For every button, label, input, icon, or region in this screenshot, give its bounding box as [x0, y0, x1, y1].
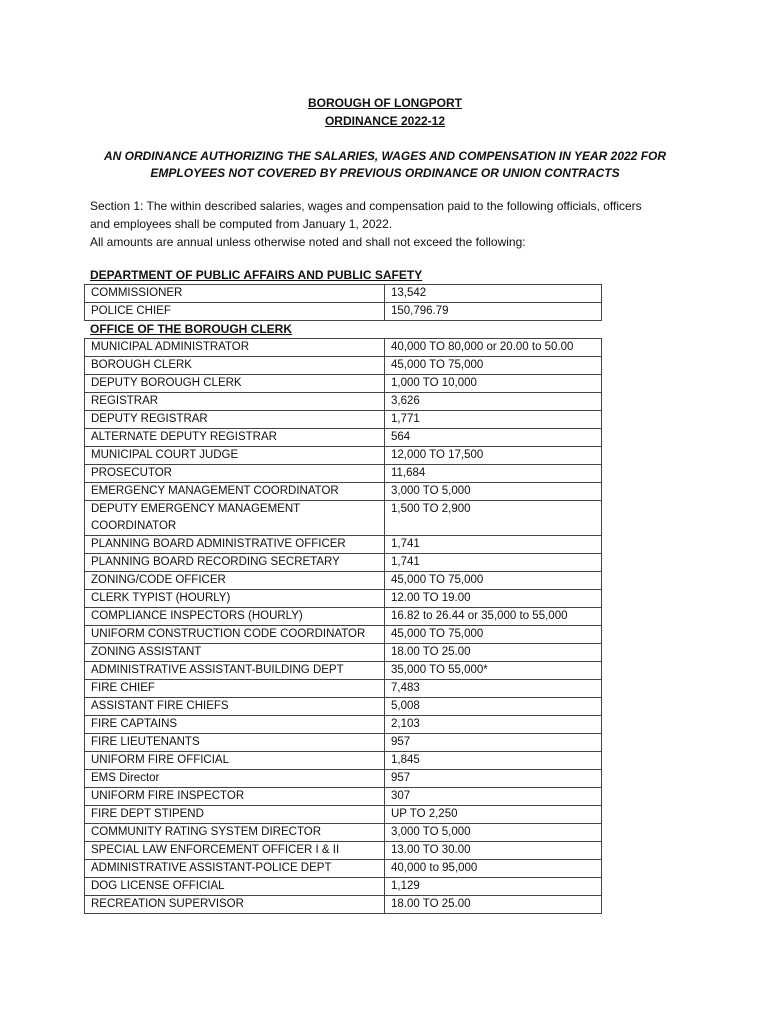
amount-cell: 16.82 to 26.44 or 35,000 to 55,000 [385, 608, 602, 626]
amount-cell: 1,845 [385, 752, 602, 770]
amount-cell: 2,103 [385, 716, 602, 734]
position-cell: PLANNING BOARD ADMINISTRATIVE OFFICER [85, 536, 385, 554]
ordinance-subtitle [60, 148, 710, 182]
position-cell: ZONING/CODE OFFICER [85, 572, 385, 590]
amount-cell: 1,500 TO 2,900 [385, 501, 602, 536]
position-cell: MUNICIPAL ADMINISTRATOR [85, 339, 385, 357]
table-row [85, 734, 602, 752]
amount-cell: UP TO 2,250 [385, 806, 602, 824]
table-row [85, 483, 602, 501]
amount-cell: 1,741 [385, 554, 602, 572]
amount-cell: 40,000 to 95,000 [385, 860, 602, 878]
amount-cell: 3,000 TO 5,000 [385, 824, 602, 842]
amount-cell: 35,000 TO 55,000* [385, 662, 602, 680]
amount-cell: 45,000 TO 75,000 [385, 626, 602, 644]
table-row [85, 806, 602, 824]
table-row [85, 285, 602, 303]
position-cell: COMMUNITY RATING SYSTEM DIRECTOR [85, 824, 385, 842]
table-row [85, 878, 602, 896]
amount-cell: 1,741 [385, 536, 602, 554]
amount-cell: 564 [385, 429, 602, 447]
table-row [85, 590, 602, 608]
table-row [85, 357, 602, 375]
amount-cell: 13.00 TO 30.00 [385, 842, 602, 860]
position-cell: FIRE CHIEF [85, 680, 385, 698]
position-cell: EMERGENCY MANAGEMENT COORDINATOR [85, 483, 385, 501]
section-1-text [90, 197, 690, 251]
public-affairs-heading: DEPARTMENT OF PUBLIC AFFAIRS AND PUBLIC SAFETY [90, 268, 423, 282]
document-title: BOROUGH OF LONGPORT [308, 96, 462, 110]
section-1-line-2: and employees shall be computed from January 1, 2022. [90, 217, 393, 231]
amount-cell: 307 [385, 788, 602, 806]
position-cell: COMPLIANCE INSPECTORS (HOURLY) [85, 608, 385, 626]
amount-cell: 11,684 [385, 465, 602, 483]
position-cell: RECREATION SUPERVISOR [85, 896, 385, 914]
table-row [85, 339, 602, 357]
position-cell: UNIFORM FIRE OFFICIAL [85, 752, 385, 770]
position-cell: ZONING ASSISTANT [85, 644, 385, 662]
table-row [85, 411, 602, 429]
amount-cell: 1,771 [385, 411, 602, 429]
table-row [85, 824, 602, 842]
amount-cell: 40,000 TO 80,000 or 20.00 to 50.00 [385, 339, 602, 357]
amount-cell: 957 [385, 734, 602, 752]
amount-cell: 18.00 TO 25.00 [385, 896, 602, 914]
table-row [85, 536, 602, 554]
amount-cell: 957 [385, 770, 602, 788]
table-row [85, 788, 602, 806]
table-row [85, 662, 602, 680]
table-row [85, 680, 602, 698]
amount-cell: 13,542 [385, 285, 602, 303]
position-cell: ALTERNATE DEPUTY REGISTRAR [85, 429, 385, 447]
position-cell: PLANNING BOARD RECORDING SECRETARY [85, 554, 385, 572]
amount-cell: 7,483 [385, 680, 602, 698]
borough-clerk-heading: OFFICE OF THE BOROUGH CLERK [90, 322, 292, 336]
position-cell: COMMISSIONER [85, 285, 385, 303]
table-row [85, 608, 602, 626]
amount-cell: 150,796.79 [385, 303, 602, 321]
position-cell: CLERK TYPIST (HOURLY) [85, 590, 385, 608]
position-cell: FIRE LIEUTENANTS [85, 734, 385, 752]
position-cell: PROSECUTOR [85, 465, 385, 483]
position-cell: SPECIAL LAW ENFORCEMENT OFFICER I & II [85, 842, 385, 860]
amount-cell: 1,129 [385, 878, 602, 896]
position-cell: FIRE DEPT STIPEND [85, 806, 385, 824]
table-row [85, 554, 602, 572]
ordinance-number: ORDINANCE 2022-12 [324, 114, 446, 128]
table-row [85, 716, 602, 734]
amount-cell: 45,000 TO 75,000 [385, 572, 602, 590]
position-cell: EMS Director [85, 770, 385, 788]
amount-cell: 5,008 [385, 698, 602, 716]
position-cell: DEPUTY BOROUGH CLERK [85, 375, 385, 393]
table-row [85, 698, 602, 716]
table-row [85, 465, 602, 483]
position-cell: UNIFORM CONSTRUCTION CODE COORDINATOR [85, 626, 385, 644]
amount-cell: 12.00 TO 19.00 [385, 590, 602, 608]
amounts-note: All amounts are annual unless otherwise noted and shall not exceed the following: [90, 235, 526, 249]
table-row [85, 752, 602, 770]
position-cell: FIRE CAPTAINS [85, 716, 385, 734]
position-cell: POLICE CHIEF [85, 303, 385, 321]
subtitle-line-2: EMPLOYEES NOT COVERED BY PREVIOUS ORDINANCE OR UNION CONTRACTS [150, 166, 620, 180]
table-row [85, 896, 602, 914]
subtitle-line-1: AN ORDINANCE AUTHORIZING THE SALARIES, WAGES AND COMPENSATION IN YEAR 2022 FOR [103, 149, 667, 163]
position-cell: REGISTRAR [85, 393, 385, 411]
position-cell: UNIFORM FIRE INSPECTOR [85, 788, 385, 806]
position-cell: BOROUGH CLERK [85, 357, 385, 375]
position-cell: ADMINISTRATIVE ASSISTANT-BUILDING DEPT [85, 662, 385, 680]
position-cell: MUNICIPAL COURT JUDGE [85, 447, 385, 465]
borough-clerk-table [84, 338, 602, 914]
amount-cell: 1,000 TO 10,000 [385, 375, 602, 393]
position-cell: ASSISTANT FIRE CHIEFS [85, 698, 385, 716]
position-cell: ADMINISTRATIVE ASSISTANT-POLICE DEPT [85, 860, 385, 878]
amount-cell: 45,000 TO 75,000 [385, 357, 602, 375]
amount-cell: 18.00 TO 25.00 [385, 644, 602, 662]
public-affairs-table [84, 284, 602, 321]
position-cell: DEPUTY EMERGENCY MANAGEMENT COORDINATOR [85, 501, 385, 536]
table-row [85, 644, 602, 662]
table-row [85, 626, 602, 644]
amount-cell: 3,626 [385, 393, 602, 411]
position-cell: DEPUTY REGISTRAR [85, 411, 385, 429]
table-row [85, 375, 602, 393]
table-row [85, 393, 602, 411]
amount-cell: 12,000 TO 17,500 [385, 447, 602, 465]
table-row [85, 429, 602, 447]
section-1-line-1: Section 1: The within described salaries, wages and compensation paid to the following officials, officers [90, 199, 642, 213]
amount-cell: 3,000 TO 5,000 [385, 483, 602, 501]
table-row [85, 572, 602, 590]
table-row [85, 770, 602, 788]
position-cell: DOG LICENSE OFFICIAL [85, 878, 385, 896]
table-row [85, 303, 602, 321]
table-row [85, 842, 602, 860]
table-row [85, 501, 602, 536]
table-row [85, 447, 602, 465]
table-row [85, 860, 602, 878]
